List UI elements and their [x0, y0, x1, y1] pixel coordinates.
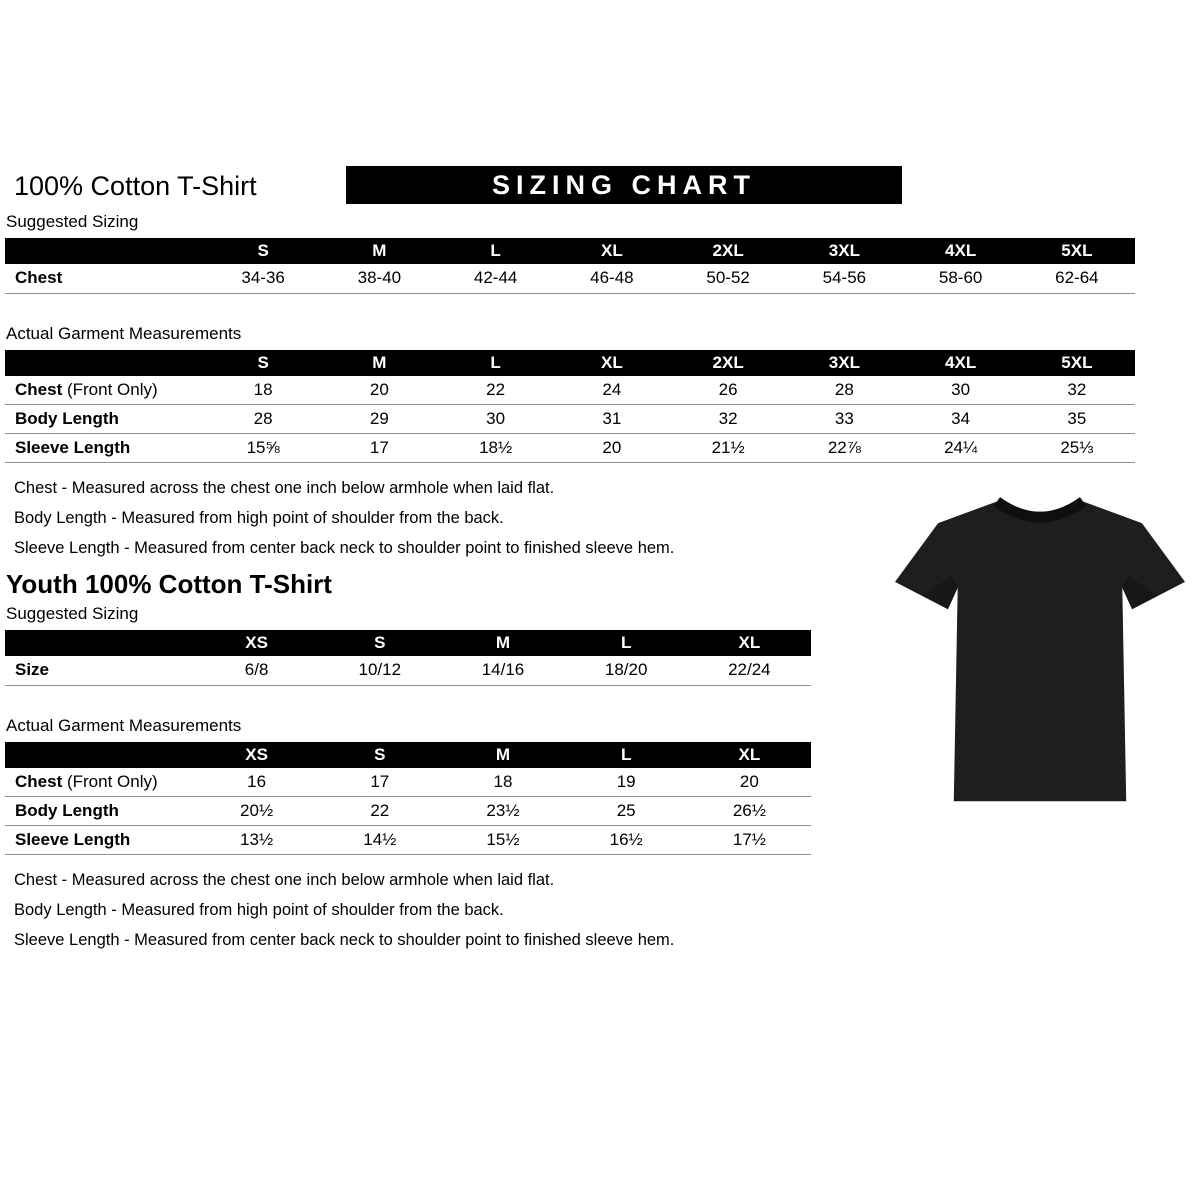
size-column-header: 4XL	[903, 350, 1019, 376]
measurement-row-label: Chest (Front Only)	[5, 376, 205, 405]
measurement-value-cell: 50-52	[706, 268, 750, 288]
measurement-value-cell: 17	[370, 771, 390, 791]
measurement-value-cell: 54-56	[822, 268, 867, 288]
measurement-value-cell: 16½	[609, 830, 643, 849]
adult-product-title: 100% Cotton T-Shirt	[14, 171, 257, 201]
youth-suggested-heading: Suggested Sizing	[6, 604, 139, 623]
measurement-row	[5, 656, 811, 685]
measurement-value-cell: 16	[247, 771, 267, 791]
measurement-row	[5, 376, 1135, 405]
adult-actual-heading: Actual Garment Measurements	[6, 323, 242, 343]
youth-actual-heading: Actual Garment Measurements	[6, 715, 242, 735]
measurement-row	[5, 264, 1135, 293]
measurement-row	[5, 434, 1135, 463]
size-column-header: S	[205, 350, 321, 376]
measurement-value-cell: 28	[253, 409, 273, 428]
measurement-value-cell: 15½	[486, 830, 520, 849]
measurement-value-cell: 18	[493, 771, 513, 791]
size-column-header: 3XL	[786, 350, 902, 376]
measurement-value-cell: 15⅝	[246, 438, 280, 457]
adult-suggested-heading: Suggested Sizing	[6, 212, 139, 231]
youth-suggested-sizing-table	[5, 630, 811, 686]
measurement-value-cell: 18/20	[604, 660, 648, 680]
size-column-header: M	[321, 238, 437, 264]
adult-note-chest: Chest - Measured across the chest one inch below armhole when laid flat.	[14, 479, 555, 497]
measurement-row	[5, 826, 811, 855]
measurement-value-cell: 17	[369, 438, 389, 457]
size-column-header: L	[565, 742, 688, 768]
measurement-row-label: Body Length	[5, 405, 205, 434]
measurement-value-cell: 26½	[732, 801, 766, 820]
measurement-row	[5, 405, 1135, 434]
measurement-value-cell: 30	[951, 379, 971, 399]
measurement-value-cell: 25	[616, 801, 636, 820]
measurement-value-cell: 14/16	[481, 660, 525, 680]
size-column-header: M	[321, 350, 437, 376]
size-column-header: L	[565, 630, 688, 656]
tshirt-silhouette	[895, 502, 1185, 802]
measurement-value-cell: 58-60	[938, 268, 983, 288]
size-column-header: L	[438, 238, 554, 264]
measurement-value-cell: 19	[616, 771, 636, 791]
measurement-value-cell: 24¼	[944, 438, 978, 457]
measurement-value-cell: 14½	[363, 830, 397, 849]
measurement-value-cell: 46-48	[590, 268, 634, 288]
size-header-row	[5, 742, 811, 768]
row-label-note: (Front Only)	[62, 379, 158, 399]
size-column-header: 4XL	[903, 238, 1019, 264]
tshirt-svg	[892, 478, 1188, 816]
measurement-value-cell: 24	[602, 379, 622, 399]
measurement-value-cell: 26	[718, 379, 738, 399]
measurement-value-cell: 18½	[479, 438, 513, 457]
youth-actual-measurements-table	[5, 742, 811, 856]
measurement-row-label: Chest (Front Only)	[5, 768, 195, 797]
size-column-header: XS	[195, 742, 318, 768]
measurement-value-cell: 13½	[240, 830, 274, 849]
measurement-value-cell: 28	[834, 379, 854, 399]
size-column-header: 5XL	[1019, 350, 1135, 376]
measurement-value-cell: 35	[1067, 409, 1087, 428]
measurement-row-label: Chest	[5, 264, 205, 293]
measurement-value-cell: 33	[834, 409, 854, 428]
measurement-value-cell: 22/24	[728, 660, 771, 680]
size-column-header: 3XL	[786, 238, 902, 264]
measurement-value-cell: 20	[739, 771, 759, 791]
size-column-header: 5XL	[1019, 238, 1135, 264]
measurement-value-cell: 22	[370, 801, 390, 820]
header-corner-cell	[5, 350, 205, 376]
size-column-header: XL	[554, 238, 670, 264]
header-corner-cell	[5, 742, 195, 768]
adult-header	[14, 166, 1200, 208]
measurement-value-cell: 32	[1067, 379, 1087, 399]
sizing-chart-page	[0, 166, 1200, 961]
measurement-value-cell: 34-36	[241, 268, 285, 288]
measurement-row	[5, 797, 811, 826]
header-corner-cell	[5, 238, 205, 264]
measurement-value-cell: 22⅞	[827, 438, 861, 457]
measurement-row-label: Size	[5, 656, 195, 685]
measurement-value-cell: 34	[951, 409, 971, 428]
tshirt-collar	[997, 502, 1083, 518]
adult-note-sleeve-length: Sleeve Length - Measured from center back neck to shoulder point to finished sleeve hem.	[14, 539, 675, 557]
size-column-header: S	[205, 238, 321, 264]
size-column-header: S	[318, 742, 441, 768]
measurement-row-label: Sleeve Length	[5, 434, 205, 463]
measurement-value-cell: 38-40	[357, 268, 402, 288]
measurement-value-cell: 62-64	[1055, 268, 1099, 288]
size-column-header: 2XL	[670, 350, 786, 376]
measurement-value-cell: 18	[253, 379, 273, 399]
black-tshirt-image	[892, 478, 1188, 816]
measurement-row-label: Sleeve Length	[5, 826, 195, 855]
youth-product-title: Youth 100% Cotton T-Shirt	[6, 569, 332, 599]
size-column-header: M	[441, 630, 564, 656]
size-column-header: 2XL	[670, 238, 786, 264]
measurement-row	[5, 768, 811, 797]
measurement-value-cell: 17½	[732, 830, 766, 849]
adult-note-body-length: Body Length - Measured from high point of shoulder from the back.	[14, 509, 504, 527]
measurement-value-cell: 29	[369, 409, 389, 428]
measurement-value-cell: 6/8	[244, 660, 269, 680]
measurement-value-cell: 10/12	[358, 660, 402, 680]
sizing-chart-banner: SIZING CHART	[346, 166, 902, 204]
measurement-value-cell: 25⅓	[1060, 438, 1094, 457]
measurement-value-cell: 23½	[486, 801, 520, 820]
size-column-header: S	[318, 630, 441, 656]
size-header-row	[5, 630, 811, 656]
measurement-value-cell: 21½	[711, 438, 745, 457]
measurement-value-cell: 42-44	[473, 268, 518, 288]
size-column-header: XS	[195, 630, 318, 656]
measurement-row-label: Body Length	[5, 797, 195, 826]
measurement-value-cell: 20	[602, 438, 622, 457]
measurement-value-cell: 30	[486, 409, 506, 428]
size-column-header: M	[441, 742, 564, 768]
youth-note-sleeve-length: Sleeve Length - Measured from center back neck to shoulder point to finished sleeve hem.	[14, 931, 675, 949]
size-header-row	[5, 350, 1135, 376]
measurement-value-cell: 20½	[240, 801, 274, 820]
measurement-value-cell: 32	[718, 409, 738, 428]
size-column-header: L	[438, 350, 554, 376]
size-column-header: XL	[554, 350, 670, 376]
size-column-header: XL	[688, 630, 811, 656]
header-corner-cell	[5, 630, 195, 656]
size-header-row	[5, 238, 1135, 264]
youth-note-body-length: Body Length - Measured from high point of shoulder from the back.	[14, 901, 504, 919]
measurement-value-cell: 31	[602, 409, 622, 428]
measurement-value-cell: 22	[486, 379, 506, 399]
measurement-value-cell: 20	[369, 379, 389, 399]
youth-note-chest: Chest - Measured across the chest one inch below armhole when laid flat.	[14, 871, 555, 889]
adult-actual-measurements-table	[5, 350, 1135, 464]
adult-suggested-sizing-table	[5, 238, 1135, 294]
row-label-note: (Front Only)	[62, 771, 158, 791]
youth-notes	[14, 871, 1200, 950]
size-column-header: XL	[688, 742, 811, 768]
